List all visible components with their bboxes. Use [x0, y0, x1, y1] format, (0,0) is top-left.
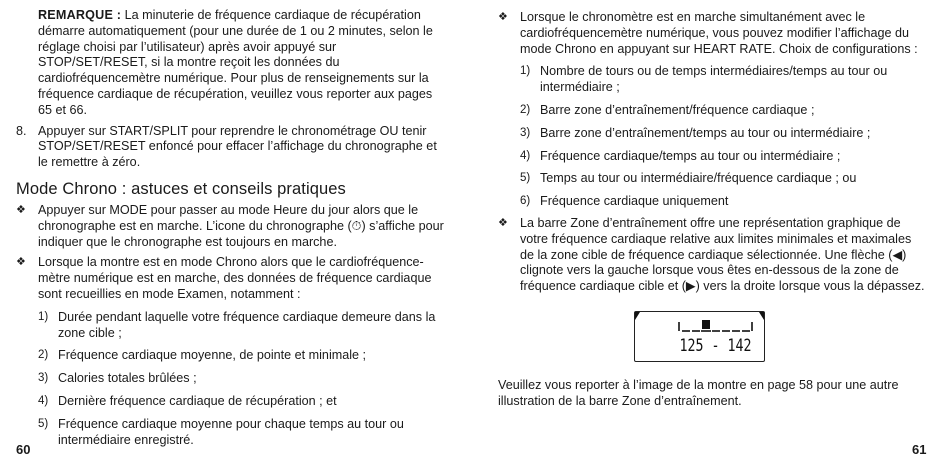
list-item: [498, 171, 928, 187]
list-number: 3): [38, 372, 49, 385]
bullet-text: Lorsque la montre est en mode Chrono alors que le cardiofréquence-mètre numérique est en marche, des données de fréquence cardiaque sont recueillies en mode Examen, notamment :: [38, 255, 432, 301]
list-number: 5): [520, 172, 531, 185]
list-item: [498, 126, 928, 142]
list-item: [498, 103, 928, 119]
list-text: Nombre de tours ou de temps intermédiaires/temps au tour ou intermédiaire ;: [540, 64, 888, 95]
bullet-text: Appuyer sur MODE pour passer au mode Heure du jour alors que le chronographe est en marche. L’icone du chronographe (⏱) s’affiche pour indiquer que le chronographe est toujours en marche.: [38, 202, 444, 249]
step-text: Appuyer sur START/SPLIT pour reprendre le chronométrage OU tenir STOP/SET/RESET enfoncé pour effacer l’affichage du chronographe et le remettre à zéro.: [38, 123, 437, 170]
remark-text: La minuterie de fréquence cardiaque de récupération démarre automatiquement (pour une durée de 1 ou 2 minutes, selon le réglage choisi par l’utilisateur) après avoir appuyé sur STOP/SET/RESET, si la montre reçoit les données du cardiofréquencemètre numérique. Pour plus de renseignements sur la fréquence cardiaque de récupération, veuillez vous reporter aux pages 65 et 66.: [38, 8, 433, 117]
list-item: [16, 394, 446, 410]
bullet-item: [498, 10, 928, 57]
left-page: [16, 8, 446, 448]
list-item: [16, 371, 446, 387]
list-text: Barre zone d’entraînement/fréquence cardiaque ;: [540, 102, 815, 117]
list-number: 2): [520, 103, 531, 116]
page-number-right: 61: [912, 442, 927, 457]
list-text: Fréquence cardiaque moyenne pour chaque temps au tour ou intermédiaire enregistré.: [58, 416, 404, 447]
bullet-item: [498, 216, 928, 295]
page-number-left: 60: [16, 442, 31, 457]
bullet-text: Lorsque le chronomètre est en marche simultanément avec le cardiofréquencemètre numérique, vous pouvez modifier l’affichage du mode Chrono en appuyant sur HEART RATE. Choix de configurations :: [520, 10, 918, 56]
list-number: 3): [520, 126, 531, 139]
list-text: Fréquence cardiaque uniquement: [540, 194, 729, 209]
left-corner-arrow-icon: [635, 312, 640, 320]
list-item: [498, 64, 928, 96]
remark-note: [38, 8, 446, 119]
bullet-item: [16, 203, 446, 250]
list-number: 1): [38, 310, 49, 323]
list-text: Calories totales brûlées ;: [58, 371, 197, 386]
right-corner-arrow-icon: [759, 312, 764, 320]
list-text: Dernière fréquence cardiaque de récupération ; et: [58, 393, 337, 408]
list-number: 1): [520, 65, 531, 78]
diamond-bullet-icon: ❖: [16, 203, 26, 216]
list-number: 4): [520, 149, 531, 162]
bullet-text: La barre Zone d’entraînement offre une représentation graphique de votre fréquence cardiaque relative aux limites minimales et maximales de la zone cible de fréquence cardiaque sélectionnée. Une flèche (◀) clignote vers la gauche lorsque vous êtes en-dessous de la zone de fréquence cardiaque cible et (▶) vers la droite lorsque vous la dépassez.: [520, 215, 925, 294]
list-text: Fréquence cardiaque moyenne, de pointe et minimale ;: [58, 348, 367, 363]
list-number: 5): [38, 417, 49, 430]
heart-rate-range-readout: 125 - 142: [679, 335, 752, 356]
zone-marker: [702, 320, 710, 329]
diamond-bullet-icon: ❖: [16, 256, 26, 269]
list-number: 6): [520, 195, 531, 208]
list-item: [16, 348, 446, 364]
section-heading: Mode Chrono : astuces et conseils pratiques: [16, 179, 346, 198]
list-text: Barre zone d’entraînement/temps au tour ou intermédiaire ;: [540, 125, 871, 140]
list-text: Fréquence cardiaque/temps au tour ou intermédiaire ;: [540, 148, 841, 163]
list-text: Durée pendant laquelle votre fréquence cardiaque demeure dans la zone cible ;: [58, 309, 436, 340]
list-item: [16, 417, 446, 449]
training-zone-bar: [679, 322, 752, 331]
diamond-bullet-icon: ❖: [498, 11, 508, 23]
reference-note: Veuillez vous reporter à l’image de la montre en page 58 pour une autre illustration de la barre Zone d’entraînement.: [498, 377, 899, 408]
list-text: Temps au tour ou intermédiaire/fréquence cardiaque ; ou: [540, 171, 857, 186]
bullet-item: [16, 255, 446, 302]
diamond-bullet-icon: ❖: [498, 216, 508, 229]
right-page: [498, 8, 928, 410]
list-item: [498, 149, 928, 165]
list-number: 2): [38, 349, 49, 362]
list-item: [16, 310, 446, 342]
list-number: 4): [38, 394, 49, 407]
watch-display-illustration: [634, 311, 765, 362]
step-8: [16, 124, 446, 171]
step-number: 8.: [16, 123, 27, 138]
list-item: [498, 194, 928, 210]
watch-lcd-screen: [635, 312, 764, 361]
remark-label: REMARQUE :: [38, 8, 122, 22]
